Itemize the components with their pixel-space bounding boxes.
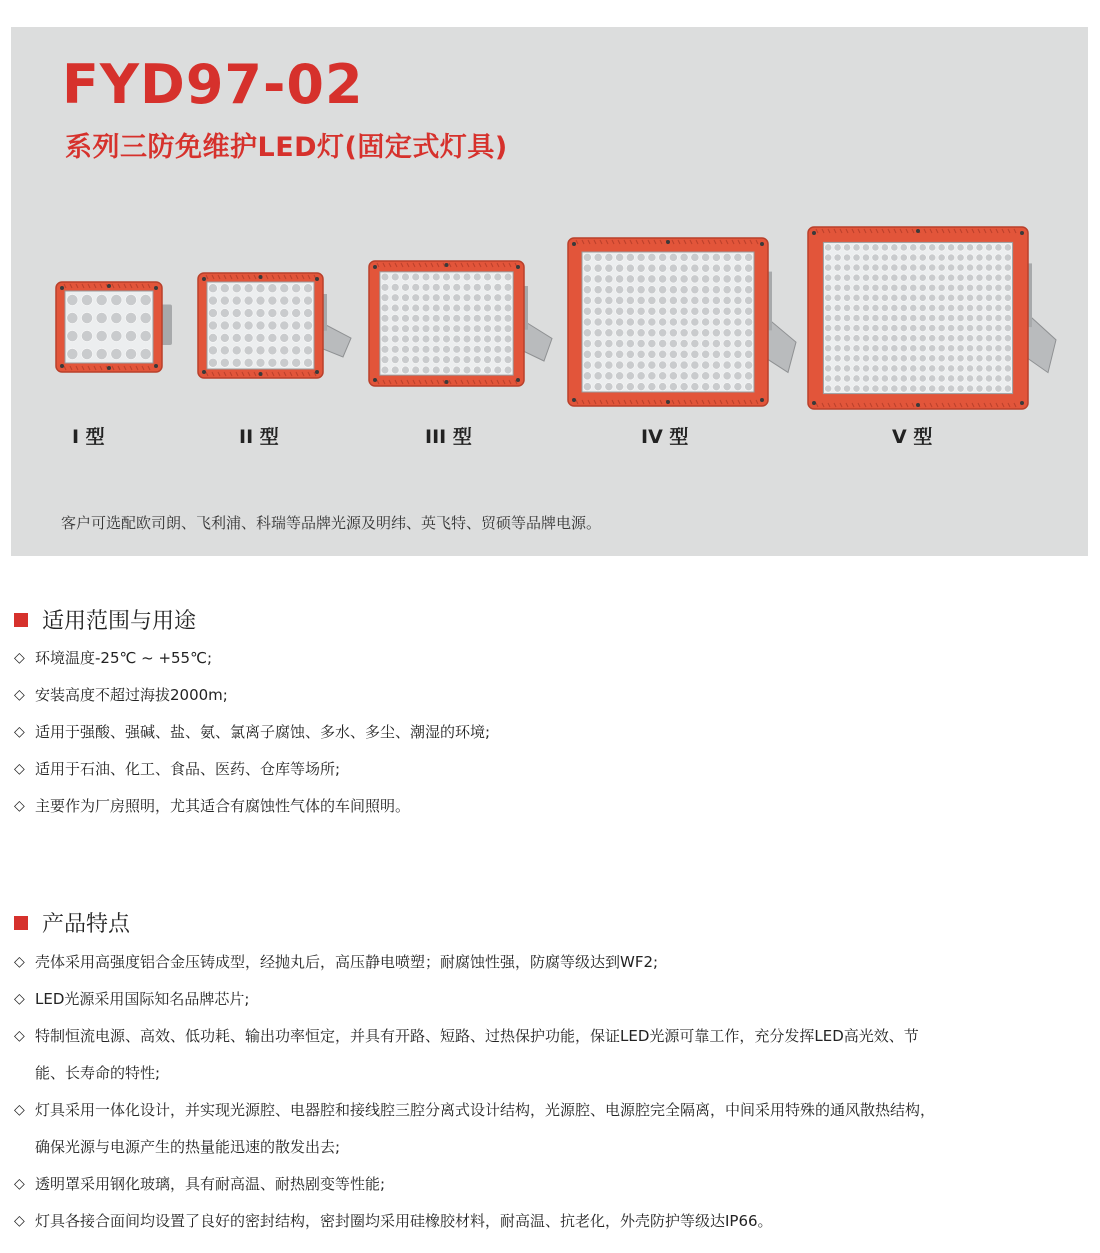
diamond-bullet-icon: ◇ xyxy=(14,1028,25,1044)
options-note: 客户可选配欧司朗、飞利浦、科瑞等品牌光源及明纬、英飞特、贸硕等品牌电源。 xyxy=(61,514,602,532)
list-item: ◇ 适用于石油、化工、食品、医药、仓库等场所; xyxy=(14,751,1094,788)
diamond-bullet-icon: ◇ xyxy=(14,798,25,814)
red-square-icon xyxy=(14,916,28,930)
section-features-title: 产品特点 xyxy=(42,912,131,937)
product-series-subtitle: 系列三防免维护LED灯(固定式灯具) xyxy=(65,132,508,163)
product-model-title: FYD97-02 xyxy=(62,53,364,116)
diamond-bullet-icon: ◇ xyxy=(14,954,25,970)
list-item: ◇ 环境温度-25℃ ~ +55℃; xyxy=(14,640,1094,677)
diamond-bullet-icon: ◇ xyxy=(14,1176,25,1192)
diamond-bullet-icon: ◇ xyxy=(14,1213,25,1229)
red-square-icon xyxy=(14,613,28,627)
section-applications-title: 适用范围与用途 xyxy=(42,609,197,634)
list-item: ◇ 安装高度不超过海拔2000m; xyxy=(14,677,1094,714)
list-item: ◇ 主要作为厂房照明，尤其适合有腐蚀性气体的车间照明。 xyxy=(14,788,1094,825)
list-item: ◇ 壳体采用高强度铝合金压铸成型，经抛丸后，高压静电喷塑；耐腐蚀性强，防腐等级达到WF2; xyxy=(14,944,1094,981)
list-item: ◇ 灯具采用一体化设计，并实现光源腔、电器腔和接线腔三腔分离式设计结构，光源腔、电源腔完全隔离，中间采用特殊的通风散热结构， 确保光源与电源产生的热量能迅速的散发出去; xyxy=(14,1092,1094,1166)
lamp-type-2-image xyxy=(198,273,363,388)
diamond-bullet-icon: ◇ xyxy=(14,650,25,666)
diamond-bullet-icon: ◇ xyxy=(14,687,25,703)
lamp-type-2-label: II 型 xyxy=(239,426,279,448)
lamp-type-1-label: Ⅰ 型 xyxy=(72,426,105,448)
lamp-drawing xyxy=(369,261,564,396)
lamp-type-1-image xyxy=(56,282,202,382)
lamp-type-3-label: III 型 xyxy=(425,426,472,448)
lamp-type-5-image xyxy=(808,227,1068,419)
list-item: ◇ 透明罩采用钢化玻璃，具有耐高温、耐热剧变等性能; xyxy=(14,1166,1094,1203)
lamp-type-5-label: V 型 xyxy=(892,426,933,448)
lamp-type-4-image xyxy=(568,238,808,416)
section-applications-heading xyxy=(14,604,196,635)
lamp-type-3-image xyxy=(369,261,564,396)
diamond-bullet-icon: ◇ xyxy=(14,761,25,777)
lamp-drawing xyxy=(808,227,1068,419)
list-item: ◇ 灯具各接合面间均设置了良好的密封结构，密封圈均采用硅橡胶材料，耐高温、抗老化，外壳防护等级达IP66。 xyxy=(14,1203,1094,1240)
list-item: ◇ LED光源采用国际知名品牌芯片; xyxy=(14,981,1094,1018)
diamond-bullet-icon: ◇ xyxy=(14,1102,25,1118)
diamond-bullet-icon: ◇ xyxy=(14,991,25,1007)
lamp-type-4-label: IV 型 xyxy=(641,426,689,448)
lamp-drawing xyxy=(56,282,202,382)
lamp-drawing xyxy=(198,273,363,388)
list-item: ◇ 适用于强酸、强碱、盐、氨、氯离子腐蚀、多水、多尘、潮湿的环境; xyxy=(14,714,1094,751)
list-item: ◇ 特制恒流电源、高效、低功耗、输出功率恒定，并具有开路、短路、过热保护功能，保证LED光源可靠工作，充分发挥LED高光效、节 能、长寿命的特性; xyxy=(14,1018,1094,1092)
applications-list xyxy=(14,640,1094,825)
section-features-heading xyxy=(14,907,130,938)
diamond-bullet-icon: ◇ xyxy=(14,724,25,740)
features-list xyxy=(14,944,1094,1240)
lamp-drawing xyxy=(568,238,808,416)
